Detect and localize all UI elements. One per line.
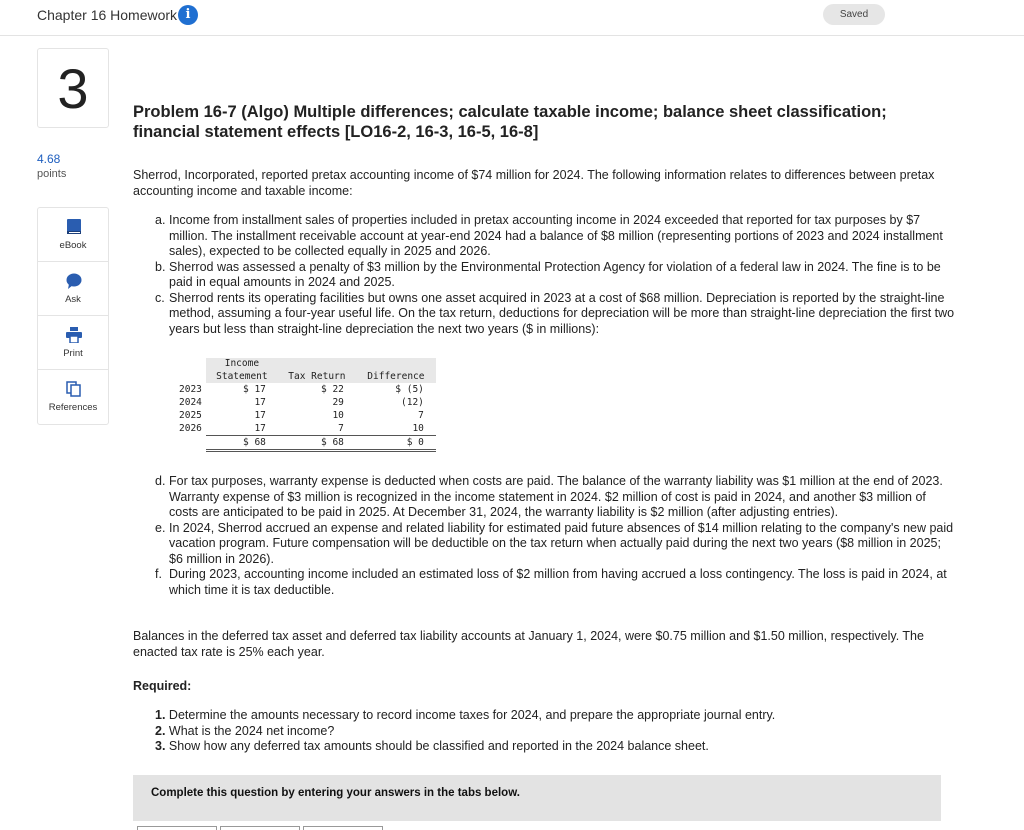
row-tax: 10	[332, 410, 344, 421]
row-diff: 7	[418, 410, 424, 421]
print-label: Print	[63, 348, 83, 359]
chat-bubble-icon	[66, 273, 82, 289]
instructions-text: Complete this question by entering your answers in the tabs below.	[151, 787, 520, 799]
documents-icon	[66, 381, 82, 397]
table-header-income: Income Statement	[206, 358, 278, 383]
list-item	[155, 474, 955, 521]
item-text: During 2023, accounting income included an estimated loss of $2 million from having accrued a loss contingency. The loss is paid in 2024, at which time it is tax deductible.	[169, 567, 947, 597]
required-item	[155, 739, 935, 755]
item-letter: e.	[155, 520, 166, 535]
row-year: 2023	[179, 384, 202, 395]
table-header-tax: Tax Return	[278, 358, 356, 383]
row-year: 2026	[179, 423, 202, 435]
list-item	[155, 291, 955, 338]
item-text: Sherrod rents its operating facilities but owns one asset acquired in 2023 at a cost of $68 million. Depreciation is reported by the straight-line method, assuming a four-year useful life. On the tax return, deductions for depreciation will be more than straight-line depreciation the first two years but less than straight-line depreciation the next two years ($ in millions):	[169, 290, 955, 336]
total-income: $ 68	[206, 436, 278, 451]
list-item	[155, 213, 955, 260]
instructions-banner	[133, 775, 941, 821]
required-text: Determine the amounts necessary to record income taxes for 2024, and prepare the appropriate journal entry.	[168, 708, 776, 722]
row-diff: 10	[356, 422, 436, 436]
item-letter: b.	[155, 259, 166, 274]
required-num: 1.	[155, 708, 166, 722]
required-item	[155, 724, 935, 740]
table-row	[175, 422, 436, 436]
info-icon[interactable]: i	[178, 5, 198, 25]
row-year: 2024	[179, 397, 202, 408]
row-income: 17	[206, 422, 278, 436]
row-income: $ 17	[243, 384, 266, 395]
top-header	[0, 0, 1024, 36]
ask-button[interactable]	[38, 262, 108, 316]
assignment-title: Chapter 16 Homework	[37, 7, 178, 23]
required-text: Show how any deferred tax amounts should be classified and reported in the 2024 balance sheet.	[168, 739, 709, 753]
row-tax: $ 22	[321, 384, 344, 395]
tab-required-3[interactable]	[303, 826, 383, 830]
row-income: 17	[254, 410, 266, 421]
tools-panel	[37, 207, 109, 425]
row-tax: 29	[332, 397, 344, 408]
required-text: What is the 2024 net income?	[168, 723, 335, 738]
answer-tabs	[137, 826, 387, 830]
ebook-label: eBook	[59, 240, 87, 251]
required-heading: Required:	[133, 679, 192, 693]
item-text: Income from installment sales of properties included in pretax accounting income in 2024 exceeded that reported for tax purposes by $7 million. The installment receivable account at year-end 2024 had a balance of $8 million (representing portions of 2023 and 2024 installment sales), expected to be collected equally in 2025 and 2026.	[169, 213, 943, 258]
item-text: Sherrod was assessed a penalty of $3 million by the Environmental Protection Agency for violation of a federal law in 2024. The fine is to be paid in equal amounts in 2024 and 2025.	[169, 259, 941, 289]
points-label: points	[37, 168, 67, 180]
item-text: In 2024, Sherrod accrued an expense and related liability for estimated paid future absences of $14 million relating to the company's new paid vacation program. Future compensation will be deductible on the tax return when actually paid during the next two years ($8 million in 2025; $6 million in 2026).	[169, 520, 954, 566]
book-icon	[66, 219, 82, 235]
items-list-top	[155, 213, 955, 337]
item-letter: a.	[155, 213, 166, 227]
list-item	[155, 567, 955, 598]
ask-label: Ask	[65, 294, 81, 305]
balances-paragraph: Balances in the deferred tax asset and deferred tax liability accounts at January 1, 2024, were $0.75 million and $1.50 million, respectively. The enacted tax rate is 25% each year.	[133, 629, 924, 659]
total-diff: $ 0	[356, 436, 436, 451]
required-list	[155, 708, 935, 755]
row-income: 17	[254, 397, 266, 408]
table-total-row	[175, 436, 436, 451]
item-letter: f.	[155, 567, 162, 581]
saved-status-badge: Saved	[823, 4, 885, 25]
row-year: 2025	[179, 410, 202, 421]
required-num: 3.	[155, 739, 166, 753]
table-header-year	[175, 358, 206, 383]
table-row	[175, 383, 436, 396]
table-row	[175, 396, 436, 409]
required-num: 2.	[155, 723, 166, 738]
references-button[interactable]	[38, 370, 108, 424]
printer-icon	[66, 327, 82, 343]
required-item	[155, 708, 935, 724]
list-item	[155, 521, 955, 568]
list-item	[155, 260, 955, 291]
ebook-button[interactable]	[38, 208, 108, 262]
problem-title: Problem 16-7 (Algo) Multiple differences; calculate taxable income; balance sheet classification; financial statement effects [LO16-2, 16-3, 16-5, 16-8]	[133, 103, 887, 141]
items-list-bottom	[155, 474, 955, 598]
total-year-blank	[175, 436, 206, 451]
tab-required-2[interactable]	[220, 826, 300, 830]
row-diff: $ (5)	[395, 384, 424, 395]
problem-intro: Sherrod, Incorporated, reported pretax accounting income of $74 million for 2024. The following information relates to differences between pretax accounting income and taxable income:	[133, 168, 935, 198]
references-label: References	[48, 402, 98, 413]
points-value: 4.68	[37, 152, 61, 166]
table-header-diff: Difference	[356, 358, 436, 383]
question-number: 3	[37, 48, 109, 128]
row-diff: (12)	[401, 397, 424, 408]
print-button[interactable]	[38, 316, 108, 370]
item-text: For tax purposes, warranty expense is deducted when costs are paid. The balance of the warranty liability was $1 million at the end of 2023. Warranty expense of $3 million is recognized in the income statement in 2024. $2 million of cost is paid in 2024, and another $3 million of costs are anticipated to be paid in 2025. At December 31, 2024, the warranty liability is $2 million (after adjusting entries).	[169, 474, 943, 519]
tab-required-1[interactable]	[137, 826, 217, 830]
item-letter: d.	[155, 474, 166, 488]
table-row	[175, 409, 436, 422]
depreciation-table	[175, 358, 436, 452]
row-tax: 7	[278, 422, 356, 436]
total-tax: $ 68	[278, 436, 356, 451]
item-letter: c.	[155, 290, 165, 305]
